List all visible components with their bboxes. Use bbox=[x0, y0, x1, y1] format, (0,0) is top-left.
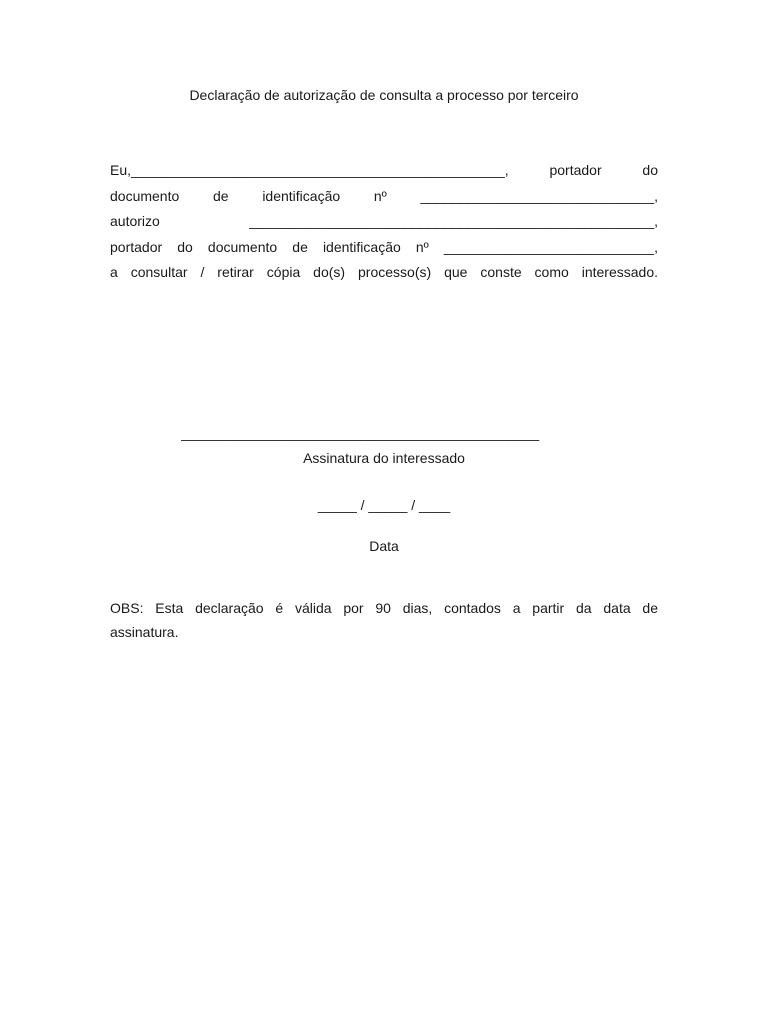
paragraph-line: documento de identificação nº ______________________________, bbox=[110, 187, 658, 204]
signature-line: ______________________________________________ bbox=[181, 425, 540, 441]
document-title: Declaração de autorização de consulta a processo por terceiro bbox=[189, 87, 579, 103]
signature-caption: Assinatura do interessado bbox=[303, 450, 465, 466]
date-caption: Data bbox=[369, 538, 399, 554]
obs-note bbox=[110, 596, 658, 644]
obs-line: assinatura. bbox=[110, 624, 179, 640]
obs-line: OBS: Esta declaração é válida por 90 dias, contados a partir da data de bbox=[110, 600, 658, 616]
date-blanks: _____ / _____ / ____ bbox=[317, 497, 451, 513]
paragraph-line: portador do documento de identificação nº ___________________________, bbox=[110, 238, 658, 255]
paragraph-line: Eu,________________________________________________, portador do bbox=[110, 162, 658, 178]
paragraph-line: a consultar / retirar cópia do(s) processo(s) que conste como interessado. bbox=[110, 264, 658, 280]
paragraph-line: autorizo ____________________________________________________, bbox=[110, 213, 658, 229]
authorization-paragraph bbox=[110, 158, 658, 286]
